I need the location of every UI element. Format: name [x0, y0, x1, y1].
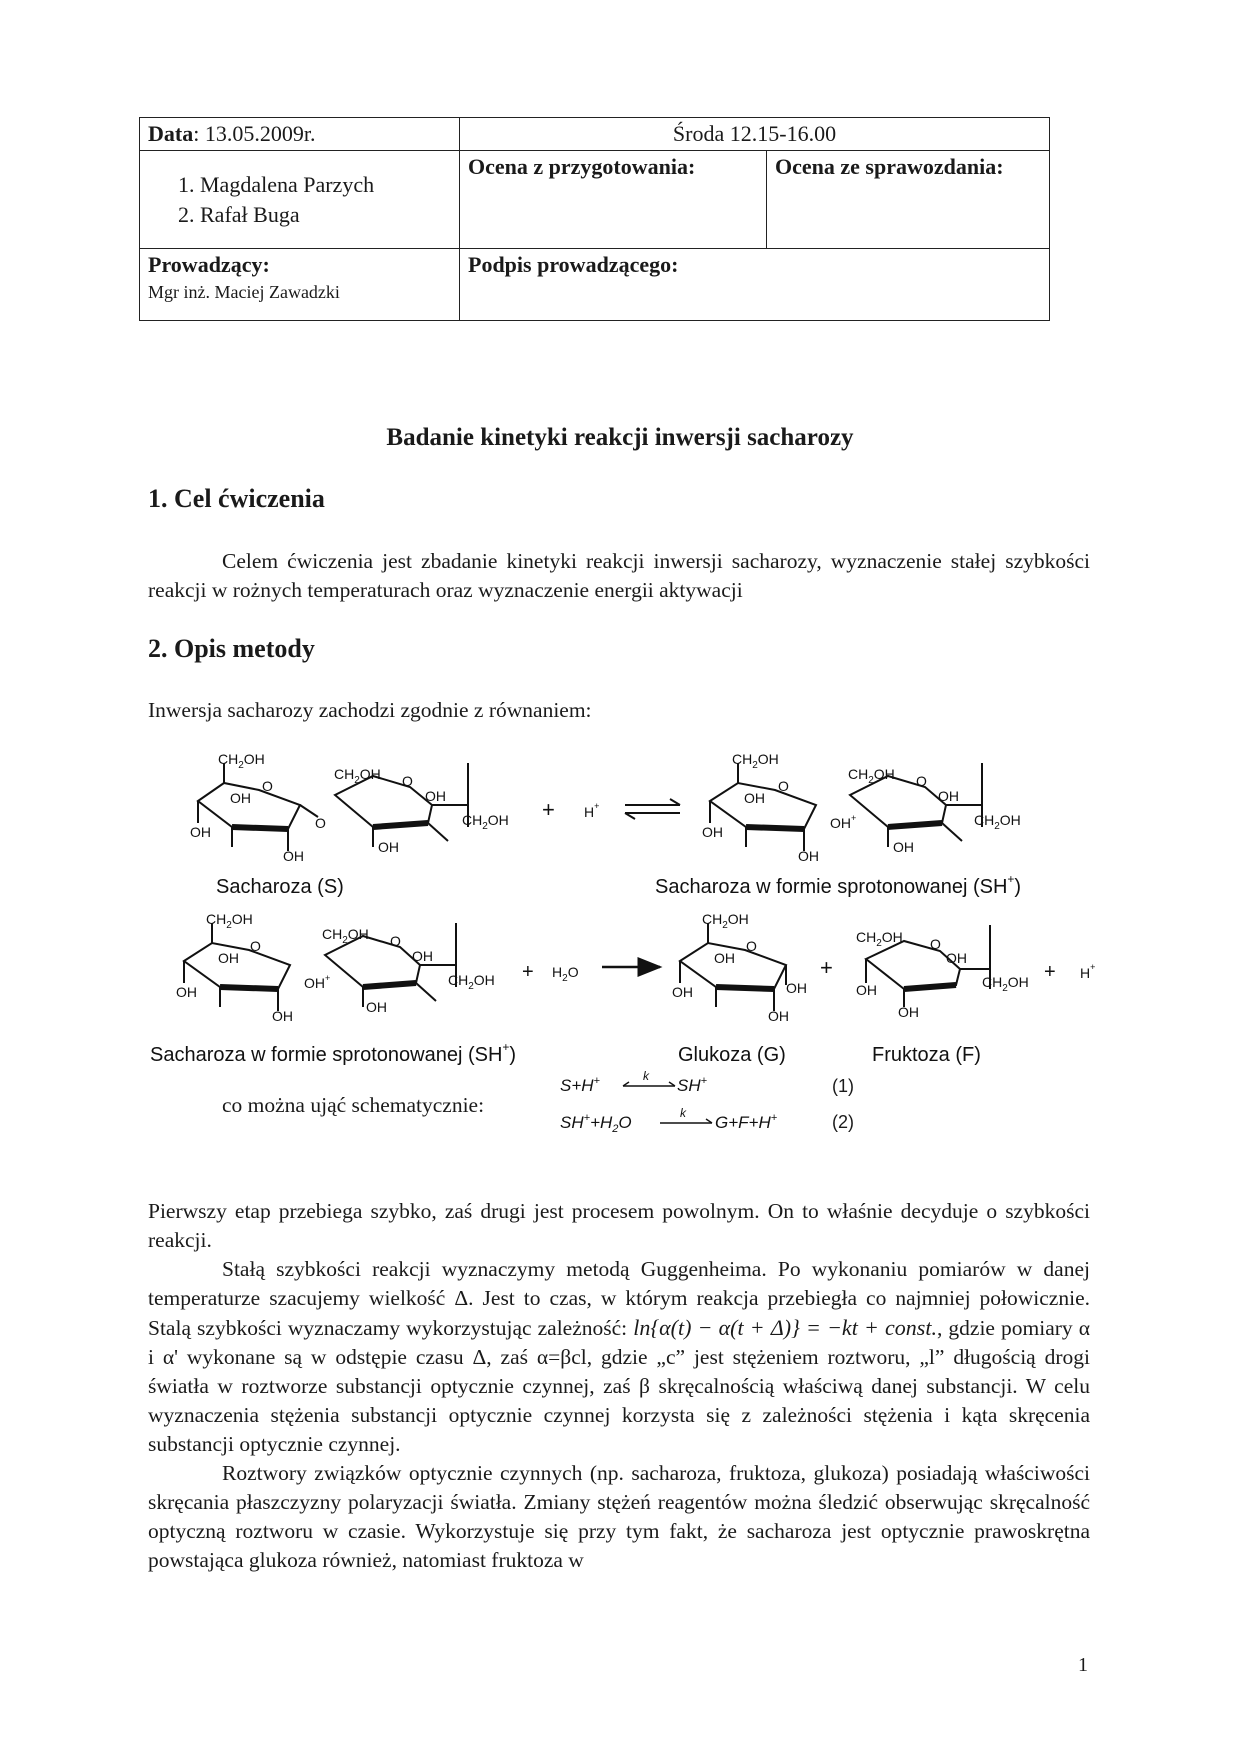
svg-text:O: O — [262, 778, 273, 794]
plus-sign: + — [820, 955, 833, 980]
svg-text:OH: OH — [672, 984, 693, 1000]
svg-text:OH: OH — [938, 788, 959, 804]
grade-prep-label: Ocena z przygotowania — [468, 154, 688, 179]
svg-text:OH: OH — [190, 824, 211, 840]
svg-text:OH: OH — [856, 982, 877, 998]
label-glucose: Glukoza (G) — [678, 1044, 786, 1066]
plus-sign: + — [1044, 961, 1056, 983]
signature-label: Podpis prowadzącego — [468, 252, 672, 277]
svg-text:CH2OH: $CH_2OH$ — [462, 812, 509, 832]
label-fructose: Fruktoza (F) — [872, 1044, 981, 1066]
svg-text:CH2OH: $CH_2OH$ — [982, 974, 1029, 994]
page-number: 1 — [1078, 1654, 1088, 1676]
svg-text:OH: OH — [798, 848, 819, 864]
label-protonated-2: Sacharoza w formie sprotonowanej (SH+) — [150, 1040, 517, 1066]
student-item: 1. Magdalena Parzych — [200, 170, 451, 200]
protonated-sucrose-groups — [702, 751, 1021, 864]
paragraph-stages: Pierwszy etap przebiega szybko, zaś drugi jest procesem powolnym. On to właśnie decyduje o szybkości reakcji. — [148, 1199, 1090, 1252]
header-table — [139, 117, 1050, 321]
svg-text:k: k — [643, 1069, 649, 1083]
svg-text:OH: OH — [176, 984, 197, 1000]
svg-text:CH2OH: $CH_2OH$ — [856, 929, 903, 949]
glucose-structure — [680, 923, 786, 1011]
equilibrium-arrow — [625, 799, 680, 819]
section-heading-goal: 1. Cel ćwiczenia — [148, 484, 325, 513]
svg-text:O: O — [402, 773, 413, 789]
svg-text:O: O — [916, 773, 927, 789]
students-list — [148, 170, 451, 230]
day-time-cell — [460, 118, 1050, 151]
svg-text:OH: OH — [898, 1004, 919, 1020]
svg-text:OH: OH — [272, 1008, 293, 1024]
svg-text:G+F+H+: G+F+H+ — [715, 1112, 778, 1132]
fructose-groups — [856, 929, 1029, 1020]
section-goal-text — [148, 547, 1090, 605]
svg-text:OH: OH — [744, 790, 765, 806]
svg-text:SH++H2O: $SH^++H_2O$ — [560, 1112, 632, 1135]
paragraph-guggenheim — [148, 1255, 1090, 1459]
svg-text:O: O — [250, 938, 261, 954]
day-time: Środa 12.15-16.00 — [672, 121, 837, 146]
equation-number-2: (2) — [832, 1112, 854, 1132]
plus-sign: + — [522, 961, 534, 983]
svg-text:SH+: SH+ — [677, 1075, 708, 1095]
protonated-sucrose-structure — [710, 763, 982, 851]
svg-text:CH2OH: $CH_2OH$ — [448, 972, 495, 992]
svg-text:OH: OH — [366, 999, 387, 1015]
svg-text:CH2OH: $CH_2OH$ — [702, 911, 749, 931]
page-title: Badanie kinetyki reakcji inwersji sacharozy — [386, 424, 854, 451]
svg-text:OH: OH — [218, 950, 239, 966]
svg-text:S+H+: S+H+ — [560, 1075, 600, 1095]
student-item: 2. Rafał Buga — [200, 200, 451, 230]
date-value: : 13.05.2009r. — [193, 121, 316, 146]
svg-text:OH: OH — [230, 790, 251, 806]
protonated-sucrose-groups-2 — [176, 911, 495, 1024]
svg-text:OH+: OH+ — [304, 973, 331, 991]
svg-text:CH2OH: $CH_2OH$ — [218, 751, 265, 771]
date-cell — [140, 118, 460, 151]
svg-text:CH2OH: $CH_2OH$ — [322, 926, 369, 946]
instructor-cell: Prowadzący: Mgr inż. Maciej Zawadzki — [140, 249, 460, 321]
grade-prep-cell: Ocena z przygotowania: — [460, 151, 767, 249]
instructor-label: Prowadzący — [148, 252, 263, 277]
svg-text:OH: OH — [768, 1008, 789, 1024]
water: $H_2O$ — [552, 964, 579, 984]
grade-report-label: Ocena ze sprawozdania — [775, 154, 997, 179]
svg-text:CH2OH: $CH_2OH$ — [974, 812, 1021, 832]
method-intro: Inwersja sacharozy zachodzi zgodnie z równaniem: — [148, 698, 592, 722]
svg-text:OH: OH — [786, 980, 807, 996]
guggenheim-text: Stałą szybkości reakcji wyznaczymy metodą Guggenheima. Po wykonaniu pomiarów w danej temperaturze szacujemy wielkość Δ. Jest to czas, w którym reakcja przebiegła co najmniej połowicznie. Stalą szybkości wyznaczamy wykorzystując zależność: — [148, 1257, 1090, 1340]
svg-text:O: O — [778, 778, 789, 794]
equation-number-1: (1) — [832, 1076, 854, 1096]
paragraph-optical: Roztwory związków optycznie czynnych (np. sacharoza, fruktoza, glukoza) posiadają właściwości skręcania płaszczyzny polaryzacji światła. Zmiany stężeń reagentów można śledzić obserwując skręcalność optyczną roztworu w czasie. Wykorzystuje się przy tym fakt, że sacharoza jest optycznie prawoskrętna powstająca glukoza również, natomiast fruktoza w — [148, 1461, 1090, 1572]
goal-paragraph: Celem ćwiczenia jest zbadanie kinetyki reakcji inwersji sacharozy, wyznaczenie stałej szybkości reakcji w rożnych temperaturach oraz wyznaczenie energii aktywacji — [148, 549, 1090, 602]
section-heading-method: 2. Opis metody — [148, 634, 315, 663]
svg-text:CH2OH: $CH_2OH$ — [732, 751, 779, 771]
svg-text:OH: OH — [702, 824, 723, 840]
svg-text:CH2OH: $CH_2OH$ — [848, 766, 895, 786]
svg-text:CH2OH: $CH_2OH$ — [334, 766, 381, 786]
svg-text:OH: OH — [378, 839, 399, 855]
signature-cell: Podpis prowadzącego: — [460, 249, 1050, 321]
guggenheim-text-cont: , gdzie pomiary α i α' wykonane są w odstępie czasu Δ, zaś α=βcl, gdzie „c” jest stężeniem roztworu, „l” długością drogi światła w roztworze substancji optycznie czynnej, zaś β skręcalnością właściwą danej substancji. W celu wyznaczenia stężenia substancji optycznie czynnej korzysta się z zależności stężenia i kąta skręcenia substancji optycznie czynnej. — [148, 1316, 1090, 1456]
protonated-sucrose-structure-2 — [184, 923, 456, 1011]
date-label: Data — [148, 121, 194, 146]
svg-text:OH: OH — [412, 948, 433, 964]
svg-text:O: O — [315, 815, 326, 831]
proton: H+ — [584, 801, 600, 820]
label-sucrose: Sacharoza (S) — [216, 876, 344, 898]
guggenheim-formula: ln{α(t) − α(t + Δ)} = −kt + const. — [633, 1315, 937, 1340]
svg-text:O: O — [390, 933, 401, 949]
svg-text:OH: OH — [425, 788, 446, 804]
proton: H+ — [1080, 962, 1096, 981]
svg-text:OH+: OH+ — [830, 813, 857, 831]
schematic-intro: co można ująć schematycznie: — [222, 1093, 485, 1117]
svg-text:CH2OH: $CH_2OH$ — [206, 911, 253, 931]
svg-text:OH: OH — [283, 848, 304, 864]
svg-text:OH: OH — [714, 950, 735, 966]
svg-text:O: O — [930, 936, 941, 952]
plus-sign: + — [542, 797, 555, 822]
svg-text:k: k — [680, 1106, 686, 1120]
students-cell — [140, 151, 460, 249]
svg-text:OH: OH — [893, 839, 914, 855]
instructor-name: Mgr inż. Maciej Zawadzki — [148, 282, 340, 302]
sucrose-structure — [198, 763, 468, 851]
svg-text:OH: OH — [946, 950, 967, 966]
label-protonated-1: Sacharoza w formie sprotonowanej (SH+) — [655, 872, 1022, 898]
method-body — [148, 1197, 1090, 1575]
svg-text:O: O — [746, 938, 757, 954]
grade-report-cell: Ocena ze sprawozdania: — [767, 151, 1050, 249]
